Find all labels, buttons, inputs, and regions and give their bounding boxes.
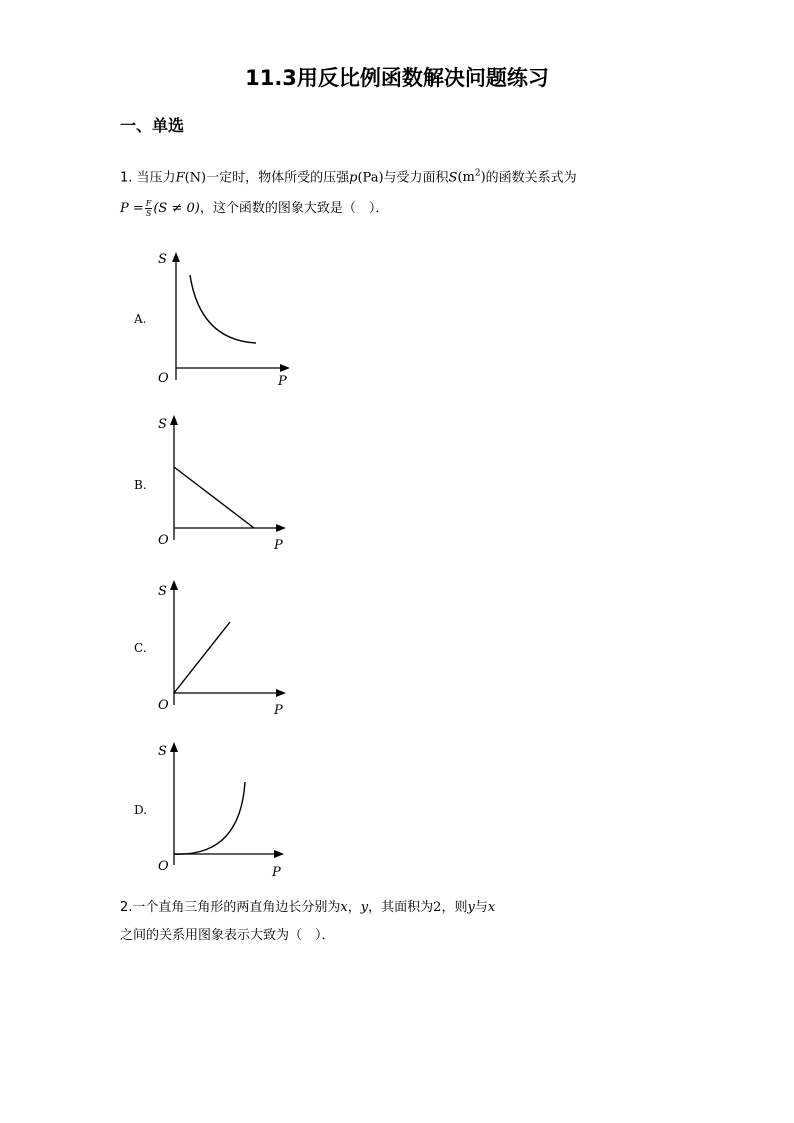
page-title: 11.3用反比例函数解决问题练习 — [245, 66, 549, 90]
origin-label: O — [158, 859, 169, 874]
graph-line — [174, 467, 254, 528]
q2-text-4: 与 — [474, 900, 488, 915]
q1-formula-lhs: P = — [120, 201, 144, 216]
option-d-label: D. — [134, 803, 148, 817]
q1-condition: (S ≠ 0) — [153, 201, 200, 216]
x-axis-label: P — [274, 538, 283, 553]
x-axis-label: P — [278, 374, 287, 389]
q2-var-x: x — [340, 900, 348, 915]
option-c-label: C. — [134, 641, 147, 655]
section-heading: 一、单选 — [120, 116, 185, 135]
option-a-label: A. — [134, 312, 147, 326]
x-axis-label: P — [272, 865, 281, 880]
q2-var-y: y — [360, 900, 369, 915]
y-arrow-icon — [170, 742, 178, 752]
graph-curve — [190, 275, 256, 343]
x-arrow-icon — [280, 364, 290, 372]
y-axis-label: S — [158, 744, 167, 759]
q1-text-5: ，这个函数的图象大致是（ ）． — [199, 201, 389, 216]
y-arrow-icon — [170, 415, 178, 425]
q1-text-4: 的函数关系式为 — [485, 170, 577, 186]
graph-curve — [174, 782, 245, 854]
q2-text-2: ，其面积为 — [368, 900, 434, 915]
q2-text-3: ，则 — [441, 900, 468, 915]
x-arrow-icon — [276, 689, 286, 697]
option-b-graph — [150, 410, 300, 555]
q1-unit-Pa: (Pa) — [357, 170, 384, 186]
q1-var-p: p — [349, 170, 358, 186]
q1-unit-N: (N) — [184, 170, 207, 186]
origin-label: O — [158, 371, 169, 386]
q2-var-x2: x — [487, 900, 496, 915]
question-number: 1. — [120, 170, 133, 186]
q1-unit-m2: $(m^2)$ — [457, 169, 486, 186]
question-1-line-2 — [120, 199, 388, 219]
x-axis-label: P — [274, 703, 283, 718]
question-2-line-1 — [120, 898, 495, 918]
origin-label: O — [158, 533, 169, 548]
question-number: 2. — [120, 900, 133, 915]
q1-var-F: F — [175, 170, 185, 186]
q1-fraction: $\frac{F}{S}$ — [145, 199, 152, 218]
x-arrow-icon — [276, 524, 286, 532]
option-b-label: B. — [134, 478, 147, 492]
option-d-graph — [150, 737, 300, 882]
y-axis-label: S — [158, 417, 167, 432]
y-axis-label: S — [158, 584, 167, 599]
q2-comma: ， — [347, 900, 361, 915]
option-a-graph — [150, 245, 300, 390]
q2-var-y2: y — [467, 900, 475, 915]
y-arrow-icon — [172, 252, 180, 262]
y-axis-label: S — [158, 252, 167, 267]
question-1-line-1 — [120, 164, 577, 188]
q2-value: 2 — [433, 900, 442, 915]
q1-var-S: S — [448, 170, 458, 186]
q1-text-1: 当压力 — [136, 170, 176, 186]
option-c-graph — [150, 575, 300, 720]
x-arrow-icon — [274, 850, 284, 858]
q1-text-2: 一定时，物体所受的压强 — [206, 170, 350, 186]
y-arrow-icon — [170, 580, 178, 590]
graph-line — [174, 622, 230, 693]
q2-text-1: 一个直角三角形的两直角边长分别为 — [132, 900, 341, 915]
question-2-line-2: 之间的关系用图象表示大致为（ ）． — [120, 928, 335, 943]
origin-label: O — [158, 698, 169, 713]
q1-text-3: 与受力面积 — [383, 170, 449, 186]
